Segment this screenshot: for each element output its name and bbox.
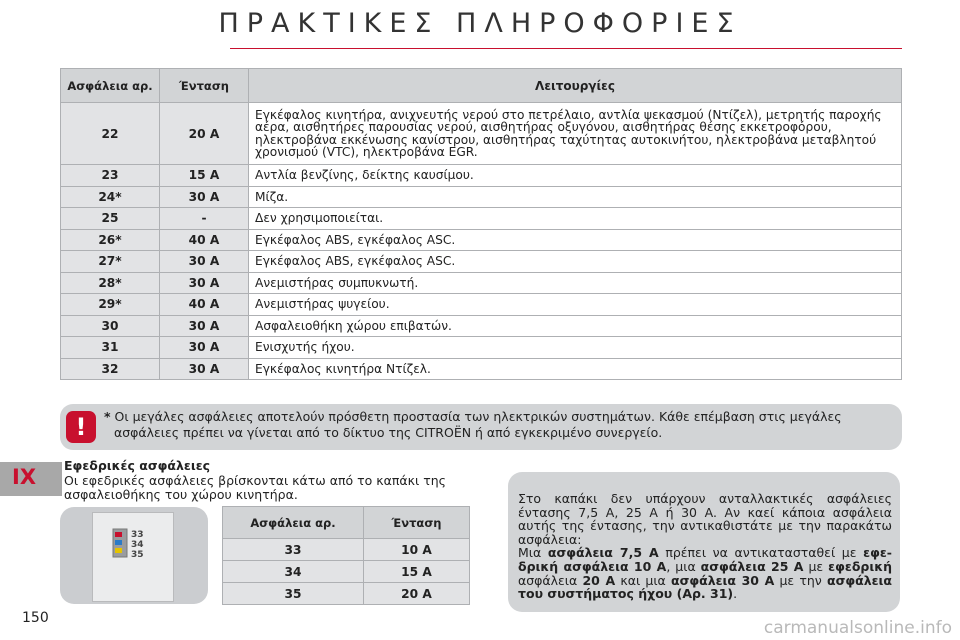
table-row [61,165,902,187]
functions-cell: Εγκέφαλος κινητήρα Ντίζελ. [249,358,902,380]
notice-text [104,409,894,441]
fuse-table [60,68,902,380]
table-row [61,103,902,165]
functions-cell: Ανεμιστήρας ψυγείου. [249,294,902,316]
amperage-cell: 40 A [160,229,249,251]
amperage-cell: 20 A [160,103,249,165]
functions-cell: Ανεμιστήρας συμπυκνωτή. [249,272,902,294]
table-row [61,251,902,273]
notice-star: * [104,409,111,424]
table-row [61,272,902,294]
functions-cell: Εγκέφαλος ABS, εγκέφαλος ASC. [249,251,902,273]
spare-amperage-cell: 15 A [364,561,470,583]
fuse-box-cover [92,512,174,602]
amperage-cell: 30 A [160,186,249,208]
warning-icon: ! [66,411,96,443]
spare-table-row [223,539,470,561]
notice-line2: ασφάλειες πρέπει να γίνεται από το δίκτυο της CITROËN ή από εγκεκριμένο συνεργείο. [114,425,663,440]
spare-table-row [223,583,470,605]
notice-line1: Οι μεγάλες ασφάλειες αποτελούν πρόσθετη προστασία των ηλεκτρικών συστημάτων. Κάθε επέμβαση στις μεγάλες [114,409,842,424]
table-row [61,229,902,251]
page-number: 150 [22,610,49,626]
info-box [508,472,900,612]
spare-fuse-number-cell: 35 [223,583,364,605]
fuse-number-cell: 23 [61,165,160,187]
col-header-amperage: Ένταση [160,69,249,103]
title-rule [230,48,902,49]
amperage-cell: 30 A [160,315,249,337]
amperage-cell: 30 A [160,358,249,380]
amperage-cell: 15 A [160,165,249,187]
amperage-cell: 30 A [160,251,249,273]
info-text: Στο καπάκι δεν υπάρχουν ανταλλακτικές ασφάλειες έντασης 7,5 A, 25 A ή 30 A. Αν καεί κάποια ασφάλεια αυτής της έντασης, την αντικαθιστάτε με την παρακάτω ασφάλεια: Μια ασφάλεια 7,5 A πρέπει να αντικατασταθεί με εφε-δρική ασφάλεια 10 A, μια ασφάλεια 25 A με εφεδρική ασφάλεια 20 A και μια ασφάλεια 30 A με την ασφάλεια του συστήματος ήχου (Αρ. 31). [518,491,893,602]
amperage-cell: 40 A [160,294,249,316]
spare-fuse-diagram [93,513,173,601]
col-header-fuse: Ασφάλεια αρ. [61,69,160,103]
table-row [61,186,902,208]
fuse-number-cell: 26* [61,229,160,251]
functions-cell: Εγκέφαλος ABS, εγκέφαλος ASC. [249,229,902,251]
fuse-number-cell: 30 [61,315,160,337]
warning-notice [60,404,902,450]
chapter-tab: IX [0,462,62,496]
spare-label-34: 34 [131,540,144,550]
spare-amperage-cell: 10 A [364,539,470,561]
spare-fuses-description: Οι εφεδρικές ασφάλειες βρίσκονται κάτω από το καπάκι της ασφαλειοθήκης του χώρου κινητήρα. [64,473,447,502]
fuse-number-cell: 24* [61,186,160,208]
spare-label-33: 33 [131,530,144,540]
functions-cell: Ασφαλειοθήκη χώρου επιβατών. [249,315,902,337]
table-row [61,358,902,380]
table-row [61,208,902,230]
spare-table-row [223,561,470,583]
functions-cell: Εγκέφαλος κινητήρα, ανιχνευτής νερού στο πετρέλαιο, αντλία ψεκασμού (Ντίζελ), μετρητής παροχής αέρα, αισθητήρες παρουσίας νερού, αισθητήρας οξυγόνου, αισθητήρας θέσης εκκετροφόρου, ηλεκτροβάνα εκκένωσης κανίστρου, αισθητήρας ταχύτητας αυτοκινήτου, ηλεκτροβάνα μεταβλητού χρονισμού (VTC), ηλεκτροβάνα EGR. [249,103,902,165]
fuse-number-cell: 22 [61,103,160,165]
spare-fuse-table [222,506,470,605]
fuse-number-cell: 25 [61,208,160,230]
table-row [61,315,902,337]
spare-fuse-number-cell: 33 [223,539,364,561]
fuse-number-cell: 32 [61,358,160,380]
fuse-number-cell: 28* [61,272,160,294]
col-header-functions: Λειτουργίες [249,69,902,103]
amperage-cell: 30 A [160,337,249,359]
spare-fuse-number-cell: 34 [223,561,364,583]
spare-col-header-amperage: Ένταση [364,507,470,539]
table-row [61,337,902,359]
fuse-number-cell: 27* [61,251,160,273]
table-row [61,294,902,316]
info-paragraph-1: Στο καπάκι δεν υπάρχουν ανταλλακτικές ασφάλειες έντασης 7,5 A, 25 A ή 30 A. Αν καεί κάποια ασφάλεια αυτής της έντασης, την αντικαθιστάτε με την παρακάτω ασφάλεια: [518,491,892,547]
fuse-number-cell: 31 [61,337,160,359]
functions-cell: Μίζα. [249,186,902,208]
fuse-number-cell: 29* [61,294,160,316]
spare-amperage-cell: 20 A [364,583,470,605]
spare-col-header-fuse: Ασφάλεια αρ. [223,507,364,539]
amperage-cell: - [160,208,249,230]
functions-cell: Ενισχυτής ήχου. [249,337,902,359]
watermark: carmanualsonline.info [763,618,952,638]
functions-cell: Αντλία βενζίνης, δείκτης καυσίμου. [249,165,902,187]
functions-cell: Δεν χρησιμοποιείται. [249,208,902,230]
spare-label-35: 35 [131,550,144,560]
page-title: ΠΡΑΚΤΙΚΕΣ ΠΛΗΡΟΦΟΡΙΕΣ [218,8,742,39]
spare-fuses-title: Εφεδρικές ασφάλειες [64,458,211,473]
amperage-cell: 30 A [160,272,249,294]
